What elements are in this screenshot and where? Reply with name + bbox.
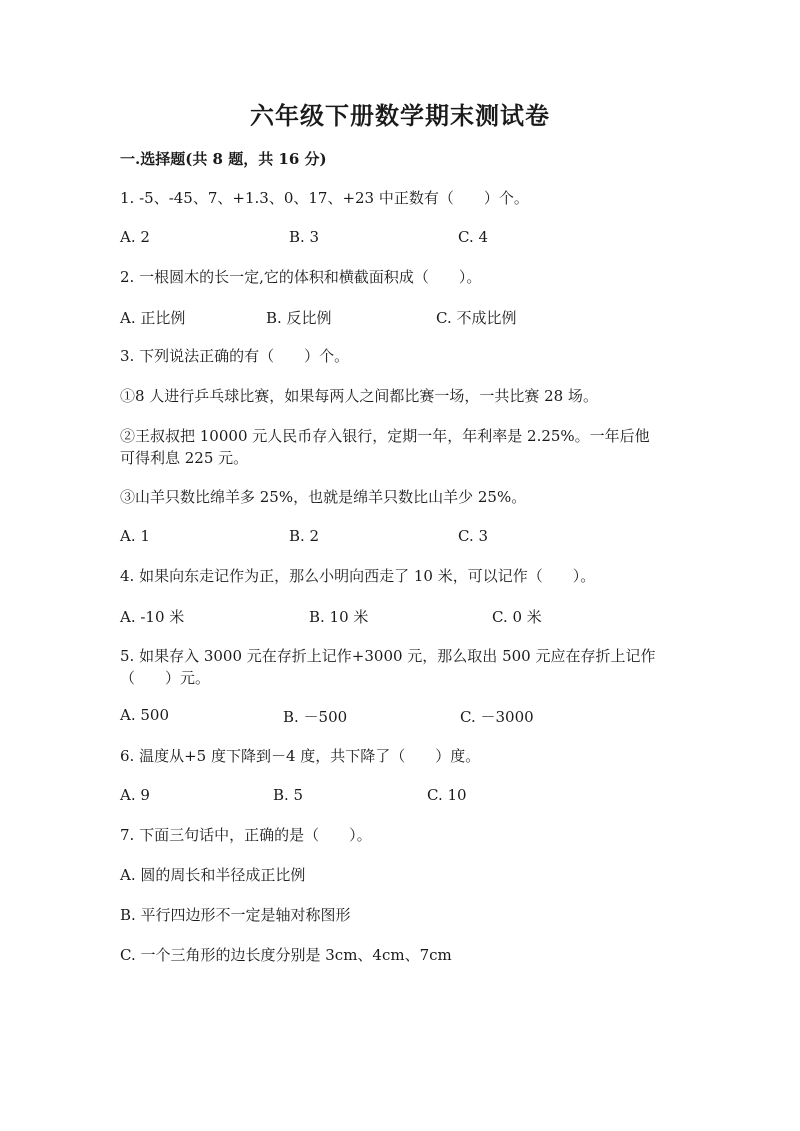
question-1: 1. -5、-45、7、+1.3、0、17、+23 中正数有（ ）个。 [120,189,529,207]
q4-option-b: B. 10 米 [309,608,369,626]
section-heading: 一.选择题(共 8 题，共 16 分) [120,150,327,168]
q6-option-b: B. 5 [273,786,304,804]
q5-option-c: C. －3000 [460,708,534,726]
q4-option-a: A. -10 米 [120,608,185,626]
question-4: 4. 如果向东走记作为正，那么小明向西走了 10 米，可以记作（ ）。 [120,567,596,585]
q5-option-b: B. －500 [283,708,348,726]
q3-statement-1: ①8 人进行乒乓球比赛，如果每两人之间都比赛一场，一共比赛 28 场。 [120,387,598,405]
q3-option-b: B. 2 [289,527,320,545]
q1-option-c: C. 4 [458,228,489,246]
q6-option-c: C. 10 [427,786,467,804]
q3-statement-3: ③山羊只数比绵羊多 25%，也就是绵羊只数比山羊少 25%。 [120,488,527,506]
question-5-line-2: （ ）元。 [120,669,211,687]
q4-option-c: C. 0 米 [492,608,542,626]
question-3: 3. 下列说法正确的有（ ）个。 [120,347,350,365]
question-7: 7. 下面三句话中，正确的是（ ）。 [120,826,372,844]
q7-option-c: C. 一个三角形的边长度分别是 3cm、4cm、7cm [120,946,452,964]
q7-option-b: B. 平行四边形不一定是轴对称图形 [120,906,351,924]
q3-option-a: A. 1 [120,527,150,545]
q1-option-a: A. 2 [120,228,150,246]
q7-option-a: A. 圆的周长和半径成正比例 [120,866,306,884]
q2-option-a: A. 正比例 [120,309,186,327]
q5-option-a: A. 500 [120,706,169,724]
question-2: 2. 一根圆木的长一定,它的体积和横截面积成（ ）。 [120,268,482,286]
q3-statement-2-line-1: ②王叔叔把 10000 元人民币存入银行，定期一年，年利率是 2.25%。一年后他 [120,427,650,445]
q2-option-b: B. 反比例 [266,309,332,327]
q6-option-a: A. 9 [120,786,150,804]
question-6: 6. 温度从+5 度下降到－4 度，共下降了（ ）度。 [120,747,481,765]
q3-statement-2-line-2: 可得利息 225 元。 [120,449,249,467]
page-title: 六年级下册数学期末测试卷 [250,101,550,130]
question-5-line-1: 5. 如果存入 3000 元在存折上记作+3000 元，那么取出 500 元应在存折上记作 [120,647,656,665]
q3-option-c: C. 3 [458,527,489,545]
q2-option-c: C. 不成比例 [436,309,517,327]
q1-option-b: B. 3 [289,228,320,246]
